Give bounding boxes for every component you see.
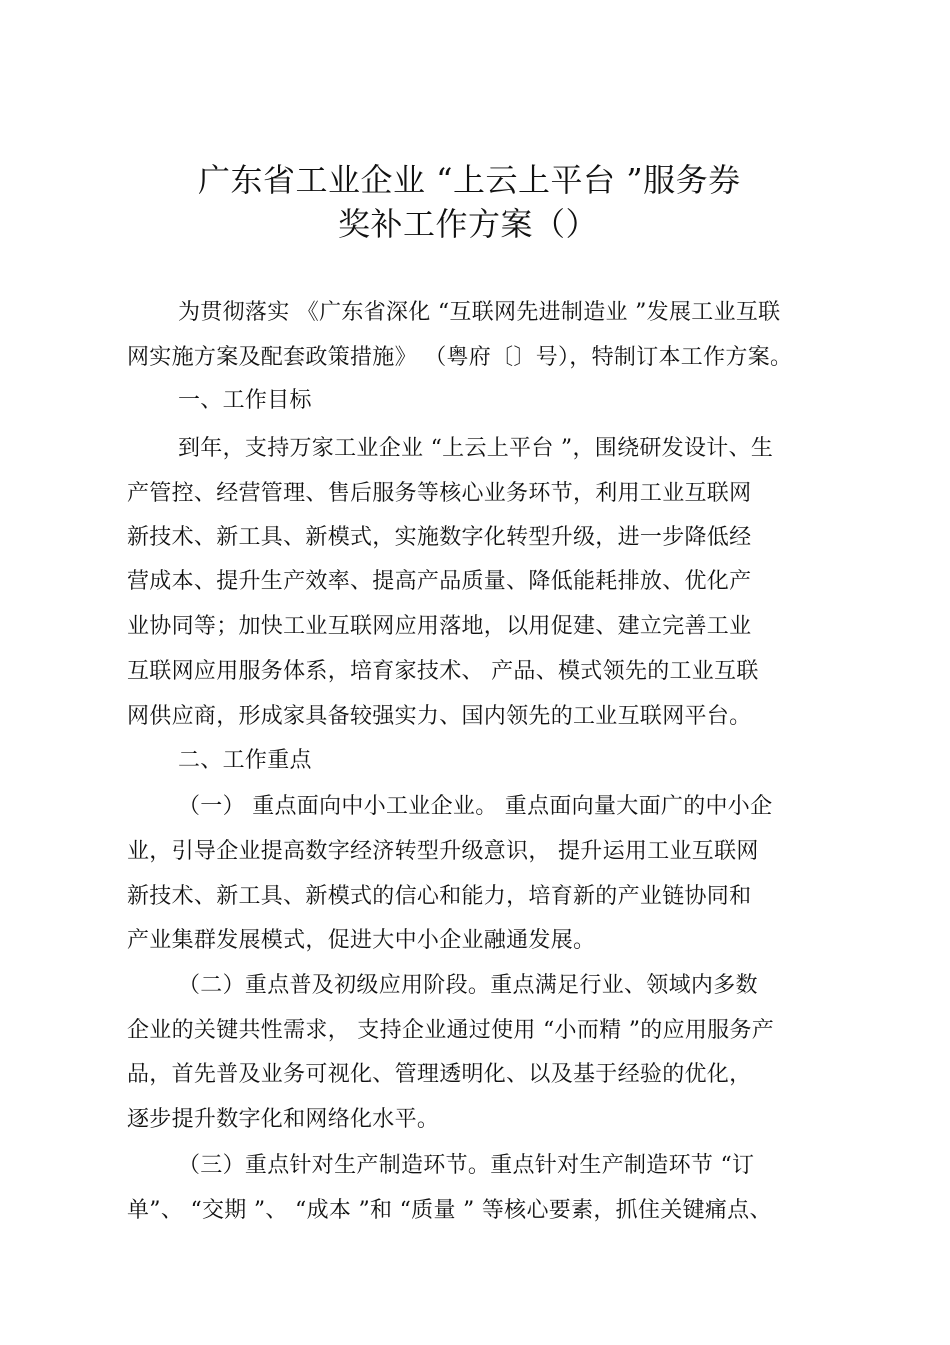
paragraph-line: 网供应商，形成家具备较强实力、国内领先的工业互联网平台。 [127, 704, 752, 729]
paragraph-line: 产管控、经营管理、售后服务等核心业务环节，利用工业互联网 [127, 481, 752, 506]
paragraph-line: 互联网应用服务体系，培育家技术、 产品、模式领先的工业互联 [127, 659, 759, 684]
paragraph-line: 新技术、新工具、新模式，实施数字化转型升级，进一步降低经 [127, 525, 752, 550]
intro-line-1: 为贯彻落实 《广东省深化 “互联网先进制造业 ”发展工业互联 [178, 300, 781, 325]
intro-line-2: 网实施方案及配套政策措施》 （粤府〔〕号），特制订本工作方案。 [127, 345, 793, 370]
paragraph-line: 企业的关键共性需求， 支持企业通过使用 “小而精 ”的应用服务产 [127, 1018, 775, 1043]
document-title-line-1: 广东省工业企业 “上云上平台 ”服务券 [198, 161, 741, 199]
paragraph-line: （一） 重点面向中小工业企业。 重点面向量大面广的中小企 [178, 794, 773, 819]
paragraph-line: （二）重点普及初级应用阶段。重点满足行业、领域内多数 [178, 973, 758, 998]
paragraph-line: 单”、 “交期 ”、 “成本 ”和 “质量 ” 等核心要素，抓住关键痛点、 [127, 1198, 772, 1223]
paragraph-line: 业协同等；加快工业互联网应用落地，以用促建、建立完善工业 [127, 614, 752, 639]
document-title-line-2: 奖补工作方案（） [338, 205, 599, 243]
paragraph-line: 到年，支持万家工业企业 “上云上平台 ”，围绕研发设计、生 [178, 436, 774, 461]
section-heading-1: 一、工作目标 [178, 388, 312, 413]
paragraph-line: 产业集群发展模式，促进大中小企业融通发展。 [127, 928, 596, 953]
section-heading-2: 二、工作重点 [178, 748, 312, 773]
paragraph-line: 逐步提升数字化和网络化水平。 [127, 1107, 440, 1132]
paragraph-line: 业，引导企业提高数字经济转型升级意识， 提升运用工业互联网 [127, 839, 759, 864]
paragraph-line: （三）重点针对生产制造环节。重点针对生产制造环节 “订 [178, 1153, 755, 1178]
paragraph-line: 新技术、新工具、新模式的信心和能力，培育新的产业链协同和 [127, 884, 752, 909]
paragraph-line: 营成本、提升生产效率、提高产品质量、降低能耗排放、优化产 [127, 569, 752, 594]
paragraph-line: 品，首先普及业务可视化、管理透明化、以及基于经验的优化， [127, 1062, 752, 1087]
